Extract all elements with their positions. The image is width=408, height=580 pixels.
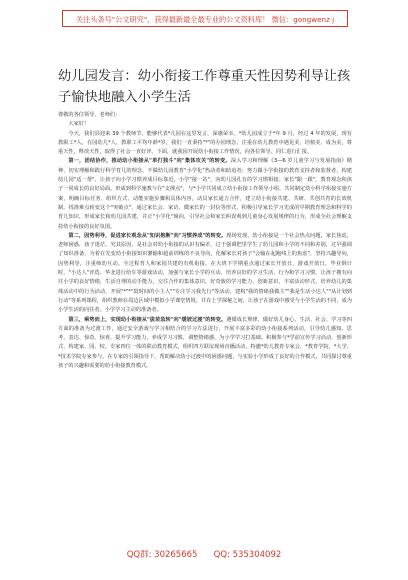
section-one-paragraph [58,157,352,231]
section-one-lead: 第一，团结协作，推动幼小衔接从"单打独斗"向"集体攻关"的转变。 [68,158,231,165]
salutation-text: 尊敬的各位领导、老师们： [58,112,121,118]
greeting-text: 大家好！ [68,121,90,128]
page-title: 幼儿园发言：幼小衔接工作尊重天性因势利导让孩子愉快地融入小学生活 [58,69,351,105]
intro-paragraph [58,130,352,158]
intro-text: 今天，我们县迎来 39 个教师节，能够代表*儿园在这里发言，深感荣幸。*幼儿园成立于*年 9 月，经过 4 年的发展，现有教职工*人，在园幼儿*人。教职工平均年龄*岁，我们一直秉持"*"的办园理念，注重在幼儿教育中遇见美、培植美、成为美，尊重天性，释放天性，取得了社会一直好评。下面，就我园开展幼小衔接工作情况，向各位领导、同仁进行汇报。 [58,130,352,156]
section-two-text: 现场发现，幼小衔接是一个社会热点问题，家长焦虑，老师困惑，孩子迷茫。究其原因，是社会对幼小衔接的认识有偏差，过于强调把里学生了幼儿园和小学的不同和差别，过早强调了知识准备，为着在先变幼小衔接知识灌输和超前训练的不良导向，化解家长对孩子"会输在起跑线上的焦虑"，坚持兴趣导向，因势利导，注重师幼互动。全过程育人和家园共建的有机衔接。在大班下学期重点通过家长开放日，游戏开放日，毕业倒计时，"小达人"评选、华北进行给车等游戏活动，加强与家长小学的互动，培养良好的学习生活，行为和学习习惯，让孩子拥有向往小学的良好情绪，生活自理的动手能力，交往合作的集体意识，好奇致的学习能力，创新意识，丰富活动形式，培养幼儿的集体活动中的行为活动，开展"*"*"鼓时间的小主人""专注学习我先行"等活动，建构"我的情绪我做主""我是生活小达人""从计划到行动"等系列课程，组织教师在周边区域中模拟小学课堂情境，并在上学探秘之间，让孩子在游戏中感受与小学生活的不同，成为小学生活的向往者，小学学习主动的准备者。 [58,232,352,314]
section-three-paragraph [58,316,352,372]
salutation [58,111,352,120]
section-three-text: 遵循成长规律，做好幼儿身心、生活、社会、学习等四方面的准备为过渡工作，通过安全游戏与学习相结合的学习方法进行，开展丰富多彩的幼小衔接系列活动，引导幼儿感知、思考、表达、惊奇、惊喜，提升学习能力，养成学习习惯，调整情绪感，为小学学习打基础。积极参与*学前宣传学习活动，创新形式，构建家、园、校、专家四位一体的联动教育模式，组织四方联谊现场直播活动，特邀*幼儿教育专家会，*教育学院，*大学，*技术学院专家参与，在专家的引领指导下，帮助解决幼小过渡中的困惑问题，与实验小学形成了良好的合作模式，共同探讨尊重孩子的兴趣和需要的幼小衔接教育模式。 [58,316,352,370]
section-two-paragraph [58,232,352,316]
greeting [58,120,352,129]
top-banner: 关注头条号"公文研究"，获得最新最全最专业的公文资料库！ 微信：gongwenz j [62,10,348,27]
section-one-text: 深入学习和理解《3—6 岁儿童学习与发展指南》精神，切实理解和践行科学育儿的理念，不做幼儿园教育"小学化"热动者和助追者；努力做小学衔接的教育支持者和监督者，构建幼儿园"适一帮"，让孩子向小学习惯养成目标靠近，小学"接一站"，向幼儿园孔有的学习惯相接。家长"跟一跟"，教育观念和孩子一同成长的良好局面。形成到科学施教与在"支撑点"，与*小学共同成立幼小衔接工作领导小组，共同制定幼小科学衔接实施方案，明确目标任务、组织方式、动能实施步骤和具体内容，动员家长通力合作，建立幼小衔接共建、共研、共创共育的长效机制。找准难点转变这个"突破点"，通过家长会、家访、微家长的一封信等形式，积极引导家长学习先成的早期教育理念和科学的育儿知识，形成家长和幼儿园共建，并正"小学化"倾向，引导社会和家长纠误观到儿童身心发展规律的行为，形成全社会理解支持幼小衔接的良好氛围。 [58,158,352,230]
section-two-lead: 第二，因势利导，促进家长观念从"知识抱断"向"习惯养成"的转变。 [68,232,227,239]
footer-contact: QQ群: 30265665 QQ: 535304092 [126,550,282,560]
section-three-lead: 第三，乘势而上，实现幼小衔接从"拔苗急转"向"缓坡过渡"的转变。 [68,316,227,323]
document-body [58,111,352,371]
